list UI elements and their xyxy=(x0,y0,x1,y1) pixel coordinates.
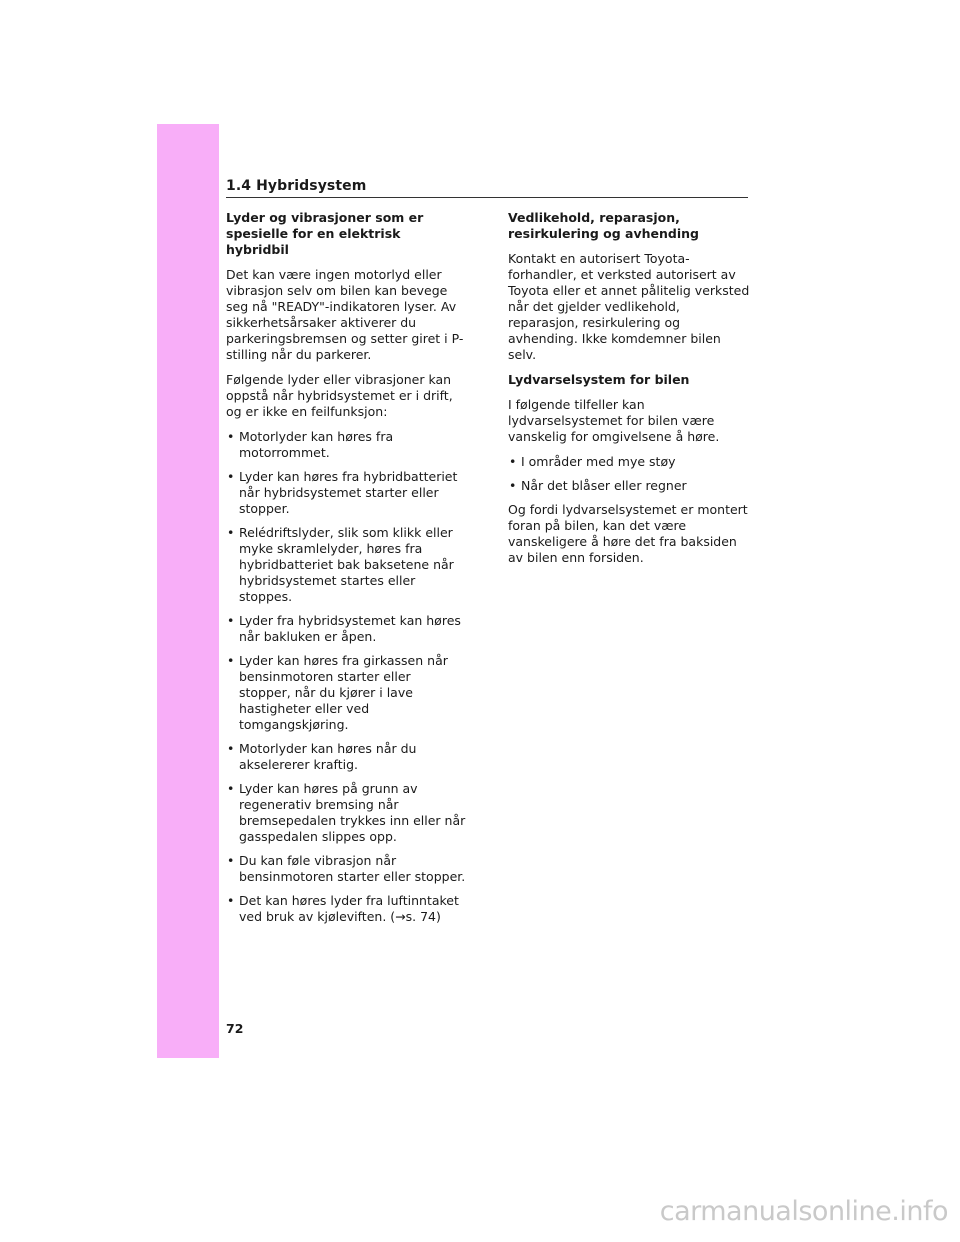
list-item: • Når det blåser eller regner xyxy=(509,478,687,493)
bullet-icon: • xyxy=(227,525,235,540)
right-paragraph-3: Og fordi lydvarselsystemet er montert foran på bilen, kan det være vanskeligere å høre det fra baksiden av bilen enn forsiden. xyxy=(508,502,748,565)
bullet-icon: • xyxy=(227,853,235,868)
bullet-icon: • xyxy=(509,478,517,493)
list-item: • Lyder kan høres på grunn av regenerativ bremsing når bremsepedalen trykkes inn eller når gasspedalen slippes opp. xyxy=(227,781,466,844)
watermark-text: carmanualsonline.info xyxy=(659,1196,948,1227)
list-item: • Motorlyder kan høres fra motorrommet. xyxy=(227,429,394,460)
right-paragraph-1: Kontakt en autorisert Toyota-forhandler, et verksted autorisert av Toyota eller et annet pålitelig verksted når det gjelder vedlikehold, reparasjon, resirkulering og avhending. Ikke komdemner bilen selv. xyxy=(508,251,750,362)
right-column xyxy=(508,210,750,575)
left-paragraph-1: Det kan være ingen motorlyd eller vibrasjon selv om bilen kan bevege seg nå "READY"-indikatoren lyser. Av sikkerhetsårsaker aktiverer du parkeringsbremsen og setter giret i P-stilling når du parkerer. xyxy=(226,267,464,362)
right-heading-1: Vedlikehold, reparasjon, resirkulering og avhending xyxy=(508,210,699,241)
left-bullet-list xyxy=(226,429,466,925)
list-item: • Lyder kan høres fra girkassen når bensinmotoren starter eller stopper, når du kjører i lave hastigheter eller ved tomgangskjøring. xyxy=(227,653,448,732)
chapter-tab xyxy=(157,124,219,1058)
left-paragraph-2: Følgende lyder eller vibrasjoner kan oppstå når hybridsystemet er i drift, og er ikke en feilfunksjon: xyxy=(226,372,453,419)
bullet-icon: • xyxy=(227,613,235,628)
bullet-icon: • xyxy=(227,741,235,756)
bullet-icon: • xyxy=(227,653,235,668)
list-item: • Det kan høres lyder fra luftinntaket ved bruk av kjøleviften. (→s. 74) xyxy=(227,893,459,924)
right-paragraph-2: I følgende tilfeller kan lydvarselsystemet for bilen være vanskelig for omgivelsene å høre. xyxy=(508,397,720,444)
bullet-icon: • xyxy=(227,469,235,484)
list-item: • Lyder fra hybridsystemet kan høres når bakluken er åpen. xyxy=(227,613,461,644)
list-item: • Motorlyder kan høres når du akselererer kraftig. xyxy=(227,741,417,772)
bullet-icon: • xyxy=(227,781,235,796)
bullet-icon: • xyxy=(227,429,235,444)
list-item: • Du kan føle vibrasjon når bensinmotoren starter eller stopper. xyxy=(227,853,466,884)
bullet-icon: • xyxy=(509,454,517,469)
list-item: • I områder med mye støy xyxy=(509,454,676,469)
list-item: • Lyder kan høres fra hybridbatteriet når hybridsystemet starter eller stopper. xyxy=(227,469,458,516)
right-bullet-list xyxy=(508,454,750,494)
page-number: 72 xyxy=(226,1021,244,1036)
bullet-icon: • xyxy=(227,893,235,908)
list-item: • Relédriftslyder, slik som klikk eller myke skramlelyder, høres fra hybridbatteriet bak baksetene når hybridsystemet startes eller stoppes. xyxy=(227,525,454,604)
right-heading-2: Lydvarselsystem for bilen xyxy=(508,372,690,387)
section-header: 1.4 Hybridsystem xyxy=(226,178,748,198)
left-heading: Lyder og vibrasjoner som er spesielle for en elektrisk hybridbil xyxy=(226,210,424,257)
left-column xyxy=(226,210,466,933)
